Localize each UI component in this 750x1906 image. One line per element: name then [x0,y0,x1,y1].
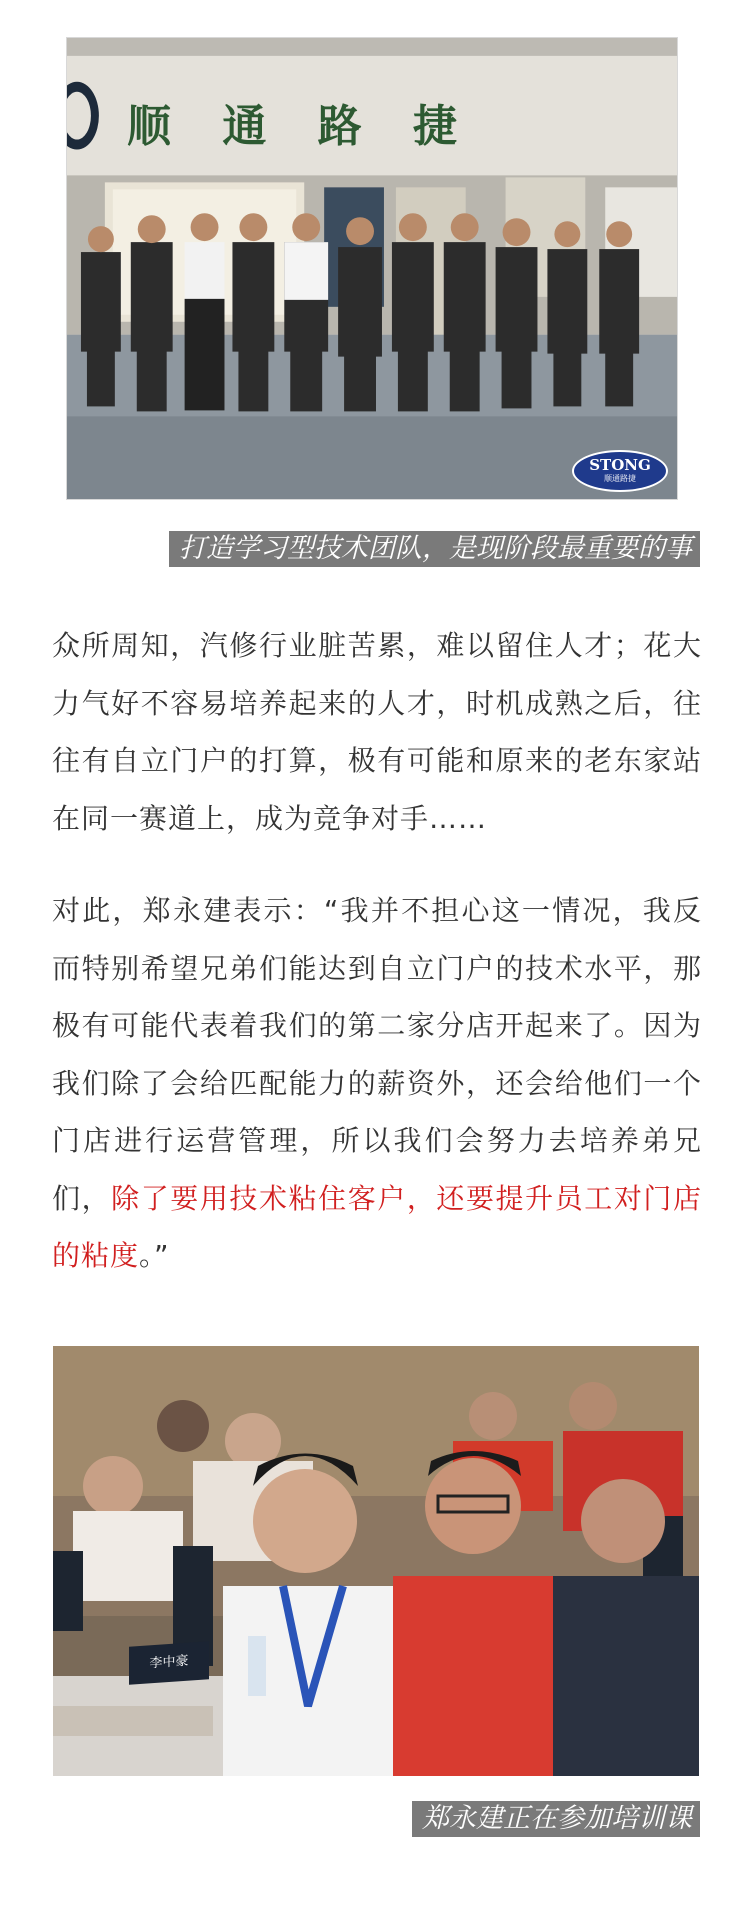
stong-logo-subtext: 顺通路捷 [604,474,636,483]
store-sign: 顺 通 路 捷 [127,101,475,152]
paragraph-2 [52,882,702,1285]
team-photo [66,37,678,500]
paragraph-1: 众所周知，汽修行业脏苦累，难以留住人才；花大力气好不容易培养起来的人才，时机成熟之后，往往有自立门户的打算，极有可能和原来的老东家站在同一赛道上，成为竞争对手…… [52,629,702,835]
name-card: 李中豪 [129,1641,209,1685]
paragraph-2-text: 对此，郑永建表示：“我并不担心这一情况，我反而特别希望兄弟们能达到自立门户的技术水平，那极有可能代表着我们的第二家分店开起来了。因为我们除了会给匹配能力的薪资外，还会给他们一个门店进行运营管理，所以我们会努力去培养弟兄们， [52,894,702,1215]
training-photo [53,1346,699,1776]
photo2-caption: 郑永建正在参加培训课 [412,1801,700,1837]
stong-logo-text: STONG [589,456,651,474]
paragraph-2-ending: 。” [139,1239,170,1272]
stong-logo [572,450,668,492]
highlighted-quote: 除了要用技术粘住客户，还要提升员工对门店的粘度 [52,1181,702,1272]
photo1-caption: 打造学习型技术团队，是现阶段最重要的事 [169,531,700,567]
